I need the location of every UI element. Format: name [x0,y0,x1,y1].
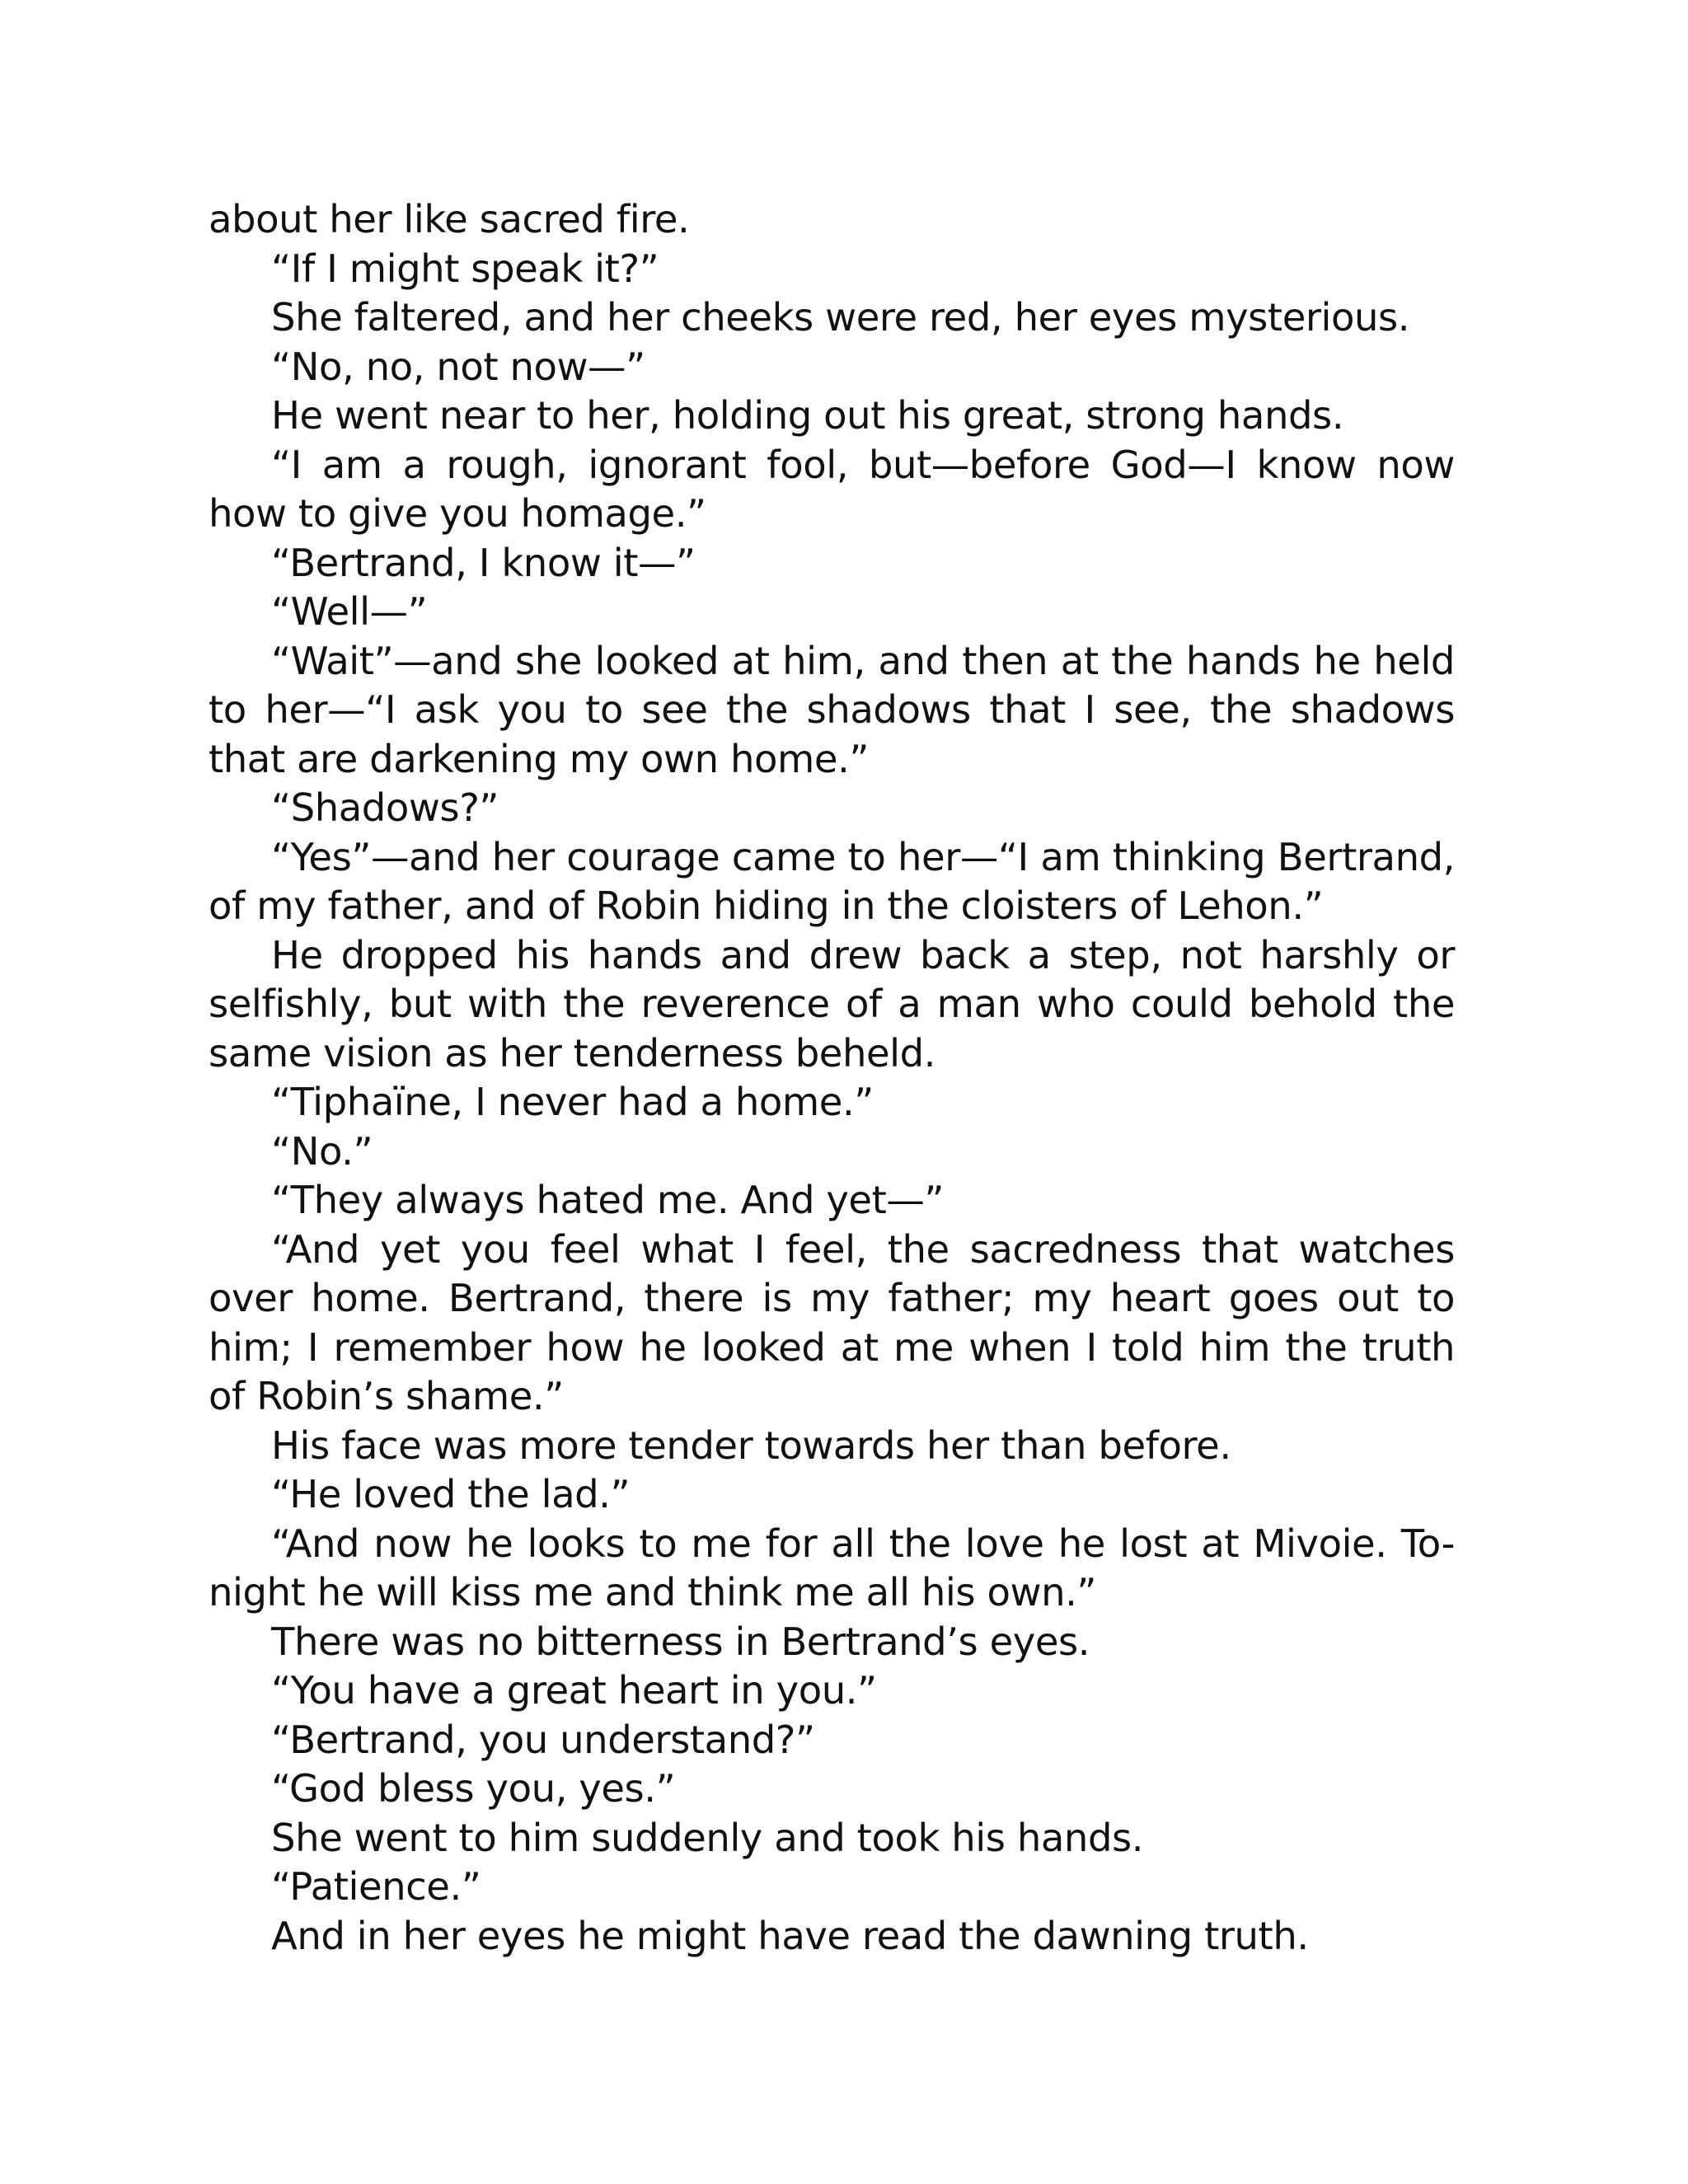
paragraph: He dropped his hands and drew back a step, not harshly or selfishly, but with the reverence of a man who could behold the same vision as her tenderness beheld. [209,932,1455,1076]
paragraph: “Tiphaïne, I never had a home.” [271,1080,874,1124]
paragraph: There was no bitterness in Bertrand’s eyes. [271,1619,1090,1664]
paragraph: “They always hated me. And yet—” [271,1178,945,1222]
body-text [209,195,1455,1961]
paragraph: “Yes”—and her courage came to her—“I am thinking Bertrand, of my father, and of Robin hiding in the cloisters of Lehon.” [209,834,1455,928]
paragraph: She faltered, and her cheeks were red, her eyes mysterious. [271,295,1410,340]
paragraph: “Bertrand, you understand?” [271,1717,815,1762]
paragraph: “No, no, not now—” [271,344,645,389]
paragraph: She went to him suddenly and took his hands. [271,1815,1144,1860]
paragraph: And in her eyes he might have read the dawning truth. [271,1913,1309,1958]
paragraph: He went near to her, holding out his great, strong hands. [271,393,1344,438]
paragraph: “Wait”—and she looked at him, and then at the hands he held to her—“I ask you to see the shadows that I see, the shadows that are darkening my own home.” [209,638,1455,781]
paragraph: “Bertrand, I know it—” [271,540,696,585]
paragraph: “And now he looks to me for all the love he lost at Mivoie. To-night he will kiss me and think me all his own.” [209,1521,1455,1615]
paragraph: “No.” [271,1128,373,1174]
paragraph: “Well—” [271,589,428,634]
paragraph: “I am a rough, ignorant fool, but—before God—I know now how to give you homage.” [209,442,1455,536]
paragraph: about her like sacred fire. [209,197,690,241]
paragraph: “And yet you feel what I feel, the sacredness that watches over home. Bertrand, there is my father; my heart goes out to him; I remember how he looked at me when I told him the truth of Robin’s shame.” [209,1226,1455,1418]
paragraph: “He loved the lad.” [271,1472,631,1516]
paragraph: “Shadows?” [271,785,499,830]
paragraph: “God bless you, yes.” [271,1766,676,1811]
paragraph: His face was more tender towards her than before. [271,1422,1231,1468]
paragraph: “If I might speak it?” [271,246,659,291]
paragraph: “You have a great heart in you.” [271,1668,877,1713]
paragraph: “Patience.” [271,1864,481,1909]
